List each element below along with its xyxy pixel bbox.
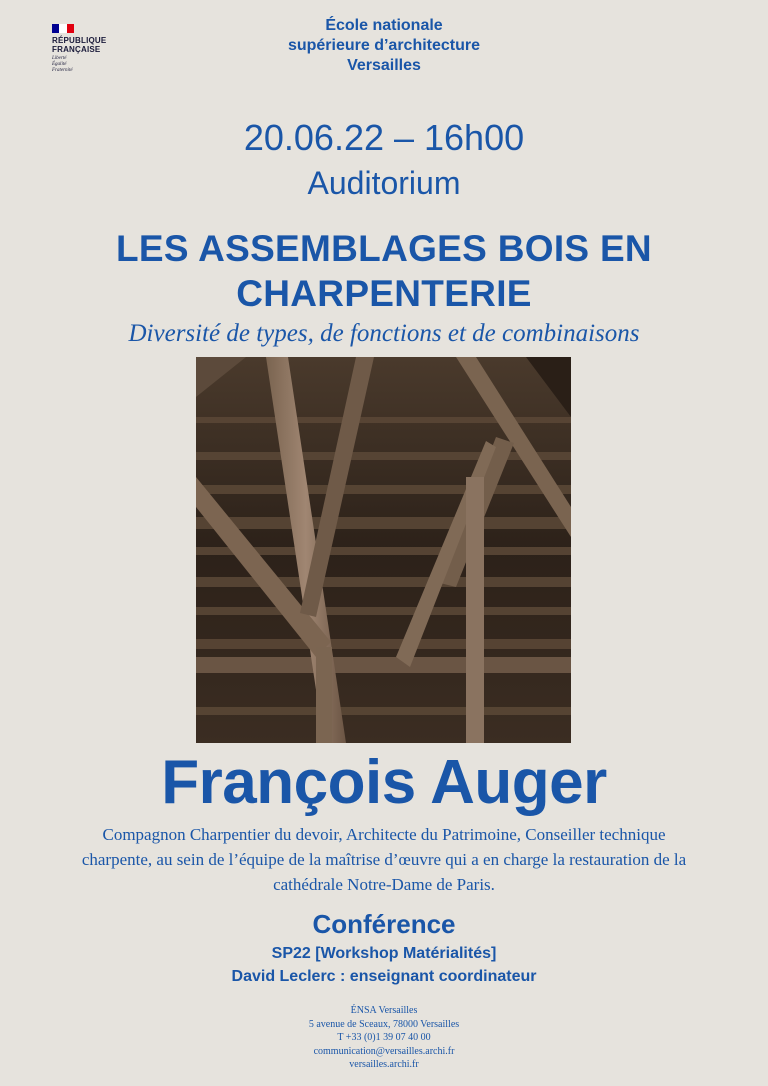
event-datetime: 20.06.22 – 16h00 xyxy=(243,117,525,158)
logo-motto-liberte: Liberté xyxy=(52,56,67,61)
school-name xyxy=(0,16,768,76)
logo-name-line2: FRANÇAISE xyxy=(52,45,101,54)
conference-label: Conférence xyxy=(312,909,456,939)
logo-name-line1: RÉPUBLIQUE xyxy=(52,36,107,45)
school-line2: supérieure d’architecture xyxy=(287,37,481,54)
event-subtitle: Diversité de types, de fonctions et de combinaisons xyxy=(128,320,640,347)
speaker-bio: Compagnon Charpentier du devoir, Architecte du Patrimoine, Conseiller technique charpente, au sein de l’équipe de la maîtrise d’œuvre qui a en charge la restauration de la cathédrale Notre-Dame de Paris. xyxy=(81,825,687,894)
speaker-name: François Auger xyxy=(161,748,607,817)
conference-program: SP22 [Workshop Matérialités] xyxy=(271,945,497,962)
roof-timber-photo xyxy=(196,357,571,743)
logo-motto-fraternite: Fraternité xyxy=(52,68,73,73)
conference-coordinator: David Leclerc : enseignant coordinateur xyxy=(231,968,537,985)
contact-website[interactable]: versailles.archi.fr xyxy=(349,1059,419,1070)
contact-email[interactable]: communication@versailles.archi.fr xyxy=(313,1045,455,1057)
school-line1: École nationale xyxy=(325,17,443,34)
contact-block xyxy=(0,1004,768,1072)
event-title-line1: LES ASSEMBLAGES BOIS EN xyxy=(116,228,652,269)
event-title-line2: CHARPENTERIE xyxy=(236,273,532,314)
contact-phone: T +33 (0)1 39 07 40 00 xyxy=(337,1032,431,1043)
logo-motto-egalite: Égalité xyxy=(52,62,67,67)
school-line3: Versailles xyxy=(347,57,421,74)
contact-address: 5 avenue de Sceaux, 78000 Versailles xyxy=(308,1018,460,1030)
event-title xyxy=(0,226,768,316)
contact-name: ÉNSA Versailles xyxy=(350,1005,418,1016)
event-venue: Auditorium xyxy=(307,165,461,201)
